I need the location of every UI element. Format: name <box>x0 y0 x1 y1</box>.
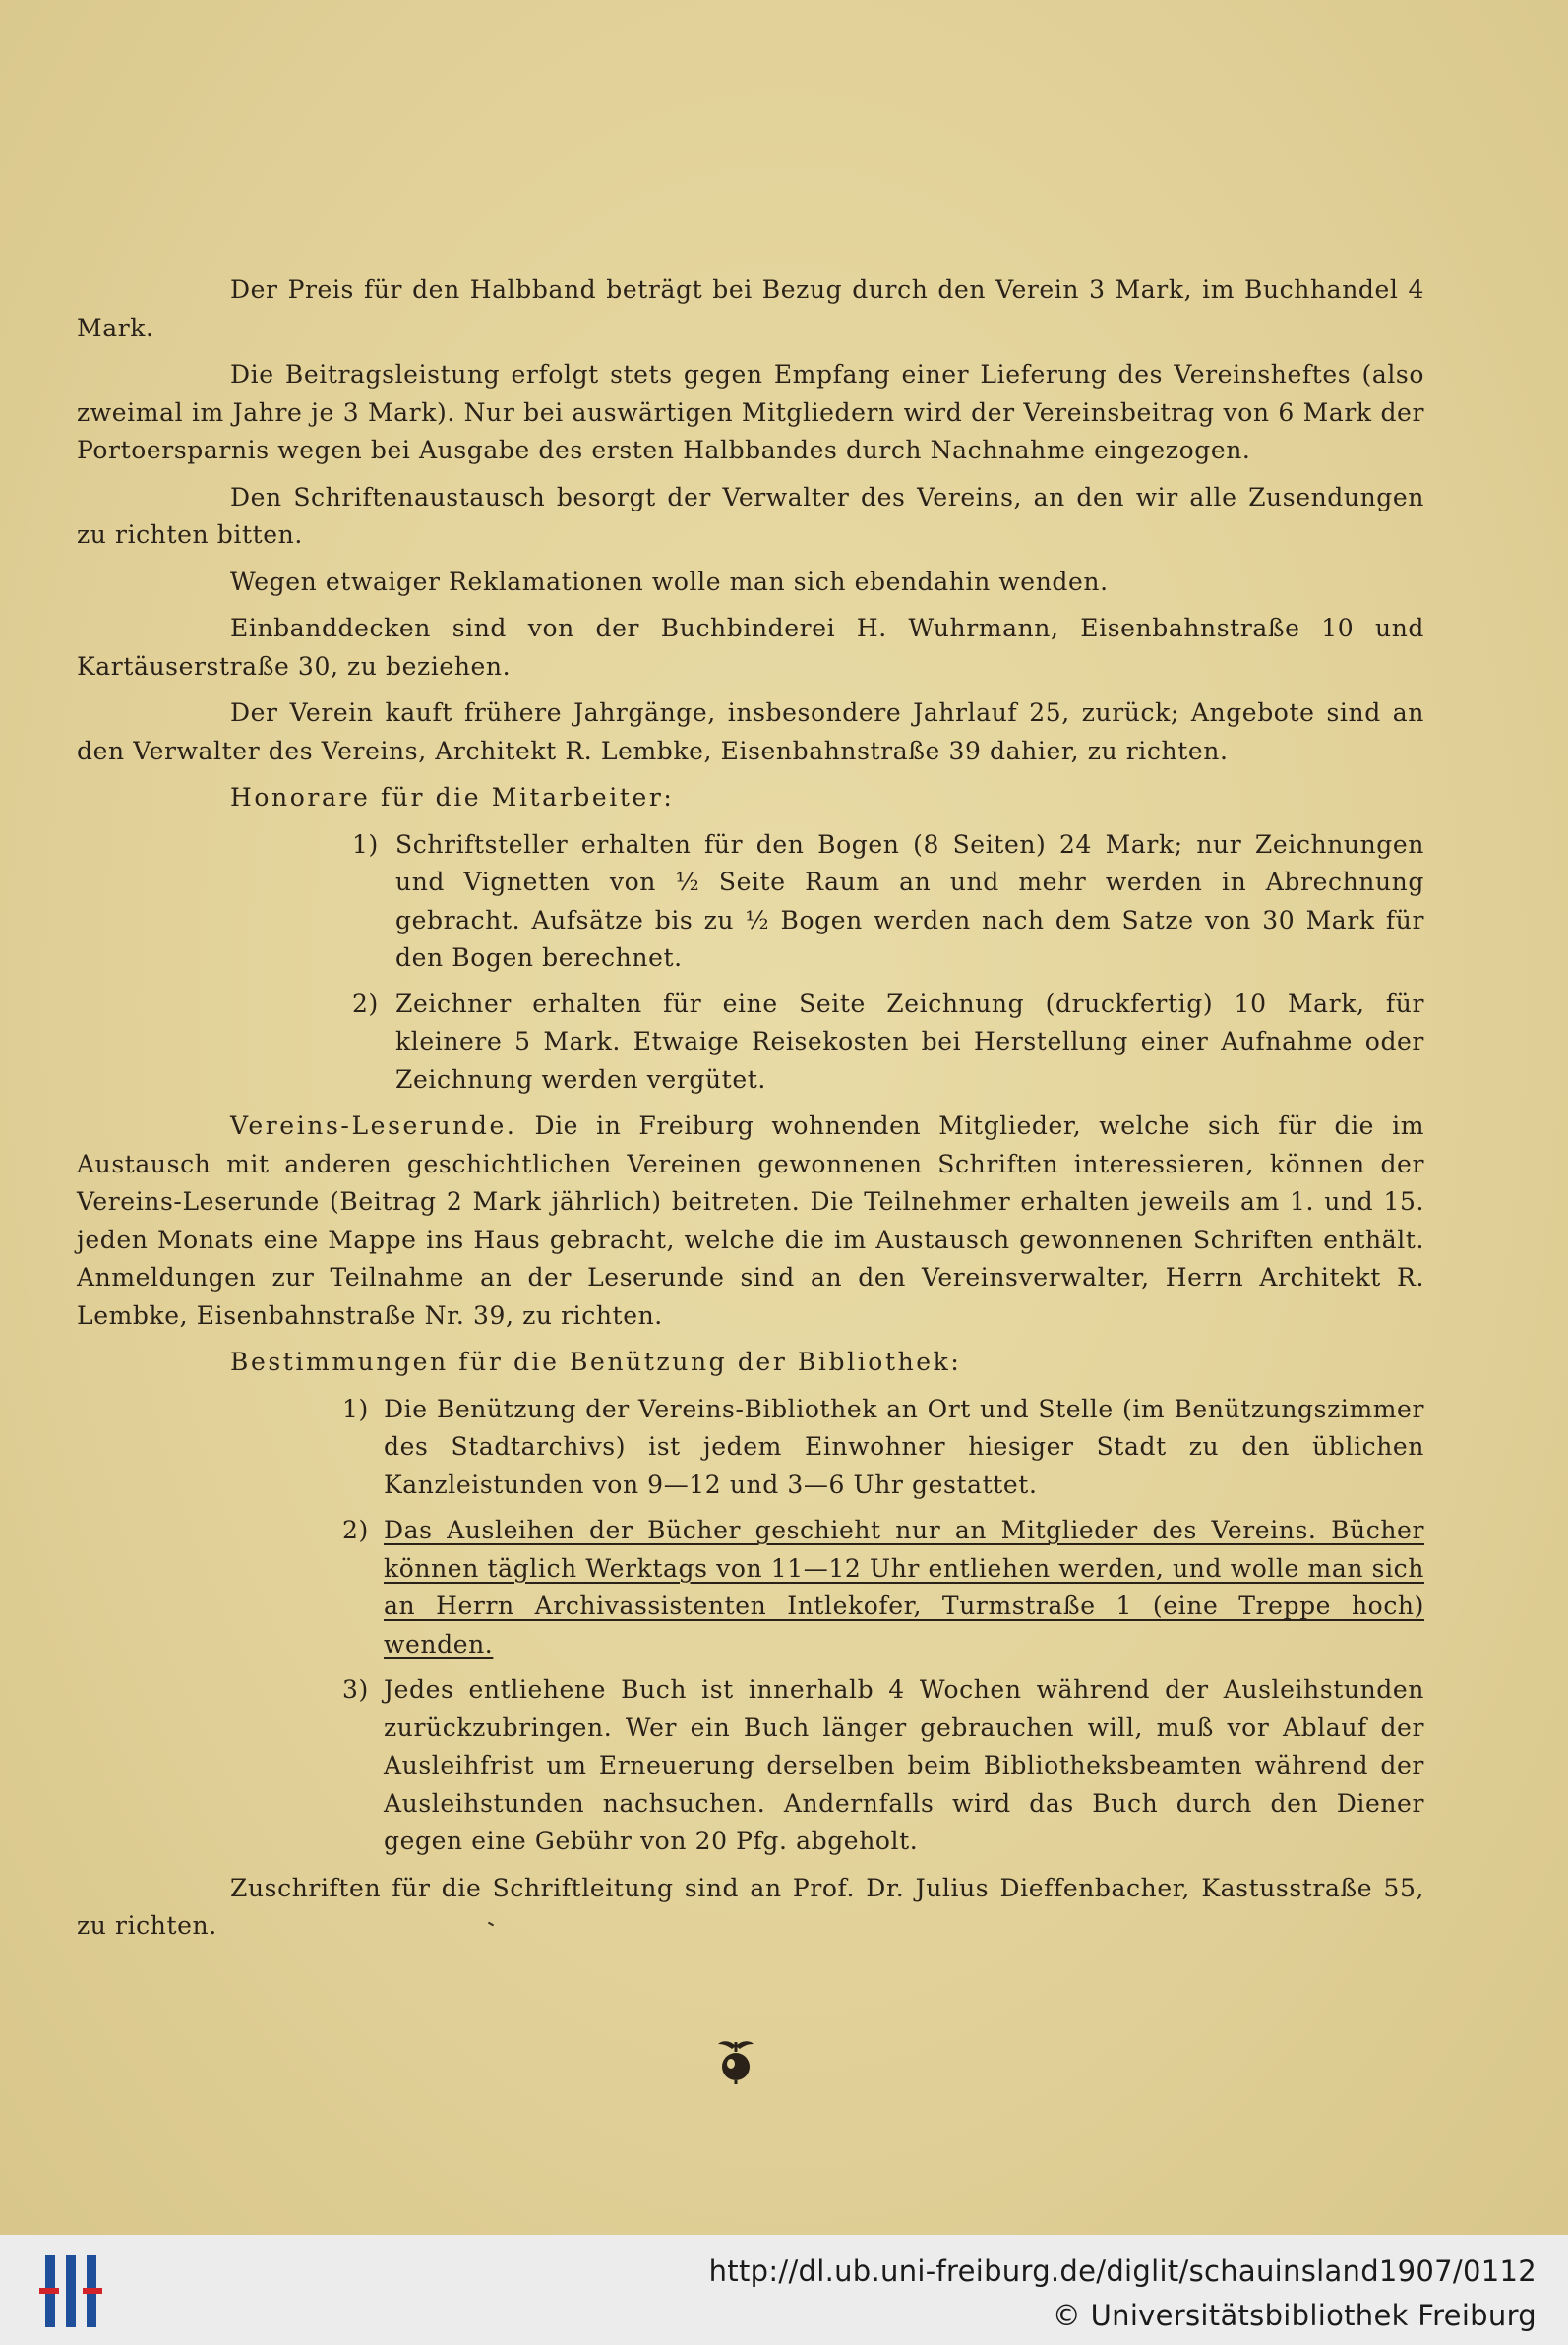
leserunde-label: Vereins-Leserunde. <box>230 1112 517 1140</box>
leserunde-text: Die in Freiburg wohnenden Mitglieder, welche sich für die im Austausch mit anderen geschichtlichen Vereinen gewonnenen Schriften interessieren, können der Vereins-Leserunde (Beitrag 2 Mark jährlich) beitreten. Die Teilnehmer erhalten jeweils am 1. und 15. jeden Monats eine Mappe ins Haus gebracht, welche die im Austausch gewonnenen Schriften enthält. Anmeldungen zur Teilnahme an der Leserunde sind an den Vereinsverwalter, Herrn Architekt R. Lembke, Eisenbahnstraße Nr. 39, zu richten. <box>77 1112 1424 1330</box>
footer-bar <box>0 2235 1568 2345</box>
paragraph-price: Der Preis für den Halbband beträgt bei Bezug durch den Verein 3 Mark, im Buchhandel 4 Mark. <box>77 275 1424 342</box>
list-text: Schriftsteller erhalten für den Bogen (8 Seiten) 24 Mark; nur Zeichnungen und Vignetten von ½ Seite Raum an und mehr werden in Abrechnung gebracht. Aufsätze bis zu ½ Bogen werden nach dem Satze von 30 Mark für den Bogen berechnet. <box>395 829 1424 972</box>
paragraph-leserunde <box>77 1108 1424 1335</box>
list-text: Zeichner erhalten für eine Seite Zeichnung (druckfertig) 10 Mark, für kleinere 5 Mark. Etwaige Reisekosten bei Herstellung einer Aufnahme oder Zeichnung werden vergütet. <box>395 989 1424 1094</box>
bibliothek-heading: Bestimmungen für die Benützung der Bibliothek: <box>230 1348 962 1376</box>
list-item <box>77 1391 1424 1505</box>
document-body <box>77 271 1424 1954</box>
paragraph-exchange: Den Schriftenaustausch besorgt der Verwalter des Vereins, an den wir alle Zusendungen zu richten bitten. <box>77 482 1424 549</box>
paragraph-complaints: Wegen etwaiger Reklamationen wolle man sich ebendahin wenden. <box>230 567 1109 596</box>
list-number: 1) <box>352 829 379 859</box>
honorare-list <box>77 826 1424 1100</box>
fruit-ornament-icon <box>714 2036 757 2085</box>
copyright-text: © Universitätsbibliothek Freiburg <box>1052 2299 1537 2332</box>
list-number: 3) <box>342 1675 369 1704</box>
paragraph-bindings: Einbanddecken sind von der Buchbinderei H. Wuhrmann, Eisenbahnstraße 10 und Kartäuserstraße 30, zu beziehen. <box>77 614 1424 681</box>
paragraph-buyback: Der Verein kauft frühere Jahrgänge, insbesondere Jahrlauf 25, zurück; Angebote sind an den Verwalter des Vereins, Architekt R. Lembke, Eisenbahnstraße 39 dahier, zu richten. <box>77 698 1424 765</box>
list-item <box>77 986 1424 1100</box>
list-number: 2) <box>352 989 379 1018</box>
list-text: Die Benützung der Vereins-Bibliothek an Ort und Stelle (im Benützungszimmer des Stadtarchivs) ist jedem Einwohner hiesiger Stadt zu den üblichen Kanzleistunden von 9—12 und 3—6 Uhr gestattet. <box>384 1394 1424 1499</box>
bibliothek-list <box>77 1391 1424 1861</box>
list-number: 2) <box>342 1516 369 1544</box>
list-item <box>77 1671 1424 1861</box>
list-item <box>77 1512 1424 1663</box>
list-text: Jedes entliehene Buch ist innerhalb 4 Wochen während der Ausleihstunden zurückzubringen. Wer ein Buch länger gebrauchen will, muß vor Ablauf der Ausleihfrist um Erneuerung derselben beim Bibliotheksbeamten während der Ausleihstunden nachsuchen. Andernfalls wird das Buch durch den Diener gegen eine Gebühr von 20 Pfg. abgeholt. <box>384 1675 1424 1855</box>
source-url-link[interactable]: http://dl.ub.uni-freiburg.de/diglit/schauinsland1907/0112 <box>708 2255 1537 2288</box>
ub-freiburg-logo <box>39 2249 102 2333</box>
list-item <box>77 826 1424 978</box>
paragraph-correspondence: Zuschriften für die Schriftleitung sind an Prof. Dr. Julius Dieffenbacher, Kastusstraße 55, zu richten. <box>77 1873 1424 1940</box>
list-text-underlined: Das Ausleihen der Bücher geschieht nur an Mitglieder des Vereins. Bücher können täglich Werktags von 11—12 Uhr entliehen werden, und wolle man sich an Herrn Archivassistenten Intlekofer, Turmstraße 1 (eine Treppe hoch) wenden. <box>384 1516 1424 1658</box>
honorare-heading: Honorare für die Mitarbeiter: <box>230 783 675 812</box>
list-number: 1) <box>342 1394 369 1423</box>
paragraph-contribution: Die Beitragsleistung erfolgt stets gegen Empfang einer Lieferung des Vereinsheftes (also zweimal im Jahre je 3 Mark). Nur bei auswärtigen Mitgliedern wird der Vereinsbeitrag von 6 Mark der Portoersparnis wegen bei Ausgabe des ersten Halbbandes durch Nachnahme eingezogen. <box>77 360 1424 464</box>
